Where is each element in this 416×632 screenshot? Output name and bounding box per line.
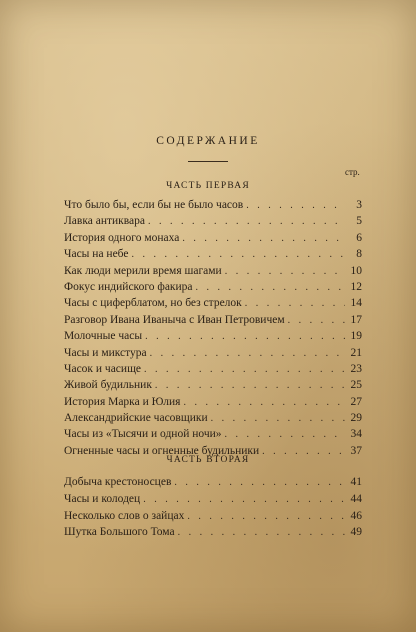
- toc-entry: [64, 295, 362, 311]
- entry-title: Огненные часы и огненные будильники: [64, 444, 260, 457]
- toc-entry: [64, 524, 362, 541]
- entry-title: История Марка и Юлия: [64, 395, 181, 408]
- toc-entry: [64, 197, 362, 213]
- entry-page-number: 29: [350, 412, 362, 425]
- toc-entry: [64, 279, 362, 295]
- entry-page-number: 41: [350, 476, 362, 488]
- entry-page-number: 23: [350, 362, 362, 375]
- toc-entry: [64, 263, 362, 279]
- page-column-label: стр.: [345, 167, 360, 177]
- entry-title: Как люди мерили время шагами: [64, 264, 222, 277]
- toc-entry: [64, 345, 362, 361]
- dot-leader: [174, 475, 345, 492]
- entry-page-number: 3: [356, 199, 362, 211]
- dot-leader: [187, 509, 345, 526]
- dot-leader: [131, 247, 345, 263]
- dot-leader: [155, 378, 345, 394]
- entry-title: Часы из «Тысячи и одной ночи»: [64, 428, 222, 441]
- dot-leader: [225, 427, 345, 443]
- toc-entry: [64, 508, 362, 525]
- entry-title: Часы и микстура: [64, 346, 147, 359]
- toc-entry: [64, 394, 362, 410]
- entry-page-number: 6: [356, 231, 362, 244]
- entry-page-number: 5: [356, 215, 362, 228]
- entry-title: Разговор Ивана Иваныча с Иван Петровичем: [64, 313, 285, 326]
- entry-title: Часок и часище: [64, 362, 142, 375]
- entry-title: Добыча крестоносцев: [64, 476, 172, 488]
- entry-title: Молочные часы: [64, 330, 143, 343]
- dot-leader: [178, 525, 345, 542]
- dot-leader: [246, 198, 345, 214]
- toc-entry: [64, 213, 362, 229]
- dot-leader: [196, 280, 345, 296]
- contents-heading: СОДЕРЖАНИЕ: [156, 135, 260, 147]
- toc-entry: [64, 230, 362, 246]
- entry-page-number: 12: [350, 280, 362, 293]
- toc-entry: [64, 361, 362, 377]
- entry-title: Несколько слов о зайцах: [64, 509, 185, 522]
- entry-page-number: 44: [350, 492, 362, 505]
- toc-entry: [64, 312, 362, 328]
- dot-leader: [225, 264, 345, 280]
- entry-page-number: 14: [350, 297, 362, 310]
- entry-title: Шутка Большого Тома: [64, 526, 175, 539]
- entry-page-number: 49: [350, 526, 362, 539]
- entry-title: Фокус индийского факира: [64, 280, 193, 293]
- entry-title: Александрийские часовщики: [64, 412, 208, 425]
- dot-leader: [245, 296, 345, 312]
- entry-page-number: 25: [350, 379, 362, 392]
- toc-entry: [64, 474, 362, 491]
- entry-title: Часы с циферблатом, но без стрелок: [64, 297, 242, 310]
- dot-leader: [144, 362, 345, 378]
- entry-title: Лавка антиквара: [64, 215, 145, 228]
- part-two-contents: [64, 474, 362, 541]
- toc-entry: [64, 426, 362, 442]
- entry-page-number: 34: [350, 428, 362, 441]
- entry-page-number: 17: [350, 313, 362, 326]
- entry-title: Что было бы, если бы не было часов: [64, 199, 244, 211]
- entry-page-number: 8: [356, 248, 362, 261]
- entry-page-number: 46: [350, 509, 362, 522]
- entry-page-number: 21: [350, 346, 362, 359]
- dot-leader: [150, 346, 345, 362]
- entry-page-number: 10: [350, 264, 362, 277]
- dot-leader: [183, 395, 345, 411]
- part-one-title: ЧАСТЬ ПЕРВАЯ: [166, 181, 250, 191]
- entry-page-number: 27: [350, 395, 362, 408]
- heading-divider: [188, 161, 228, 162]
- entry-page-number: 37: [350, 444, 362, 457]
- dot-leader: [182, 231, 345, 247]
- dot-leader: [145, 329, 345, 345]
- entry-title: Часы на небе: [64, 248, 129, 261]
- part-one-contents: [64, 197, 362, 459]
- toc-entry: [64, 410, 362, 426]
- toc-entry: [64, 491, 362, 508]
- toc-entry: [64, 377, 362, 393]
- toc-entry: [64, 328, 362, 344]
- entry-title: История одного монаха: [64, 231, 180, 244]
- dot-leader: [211, 411, 345, 427]
- dot-leader: [143, 492, 345, 509]
- toc-entry: [64, 246, 362, 262]
- dot-leader: [288, 313, 345, 329]
- entry-title: Часы и колодец: [64, 492, 141, 505]
- entry-title: Живой будильник: [64, 379, 152, 392]
- part-two-title: ЧАСТЬ ВТОРАЯ: [166, 455, 250, 465]
- dot-leader: [148, 214, 345, 230]
- entry-page-number: 19: [350, 330, 362, 343]
